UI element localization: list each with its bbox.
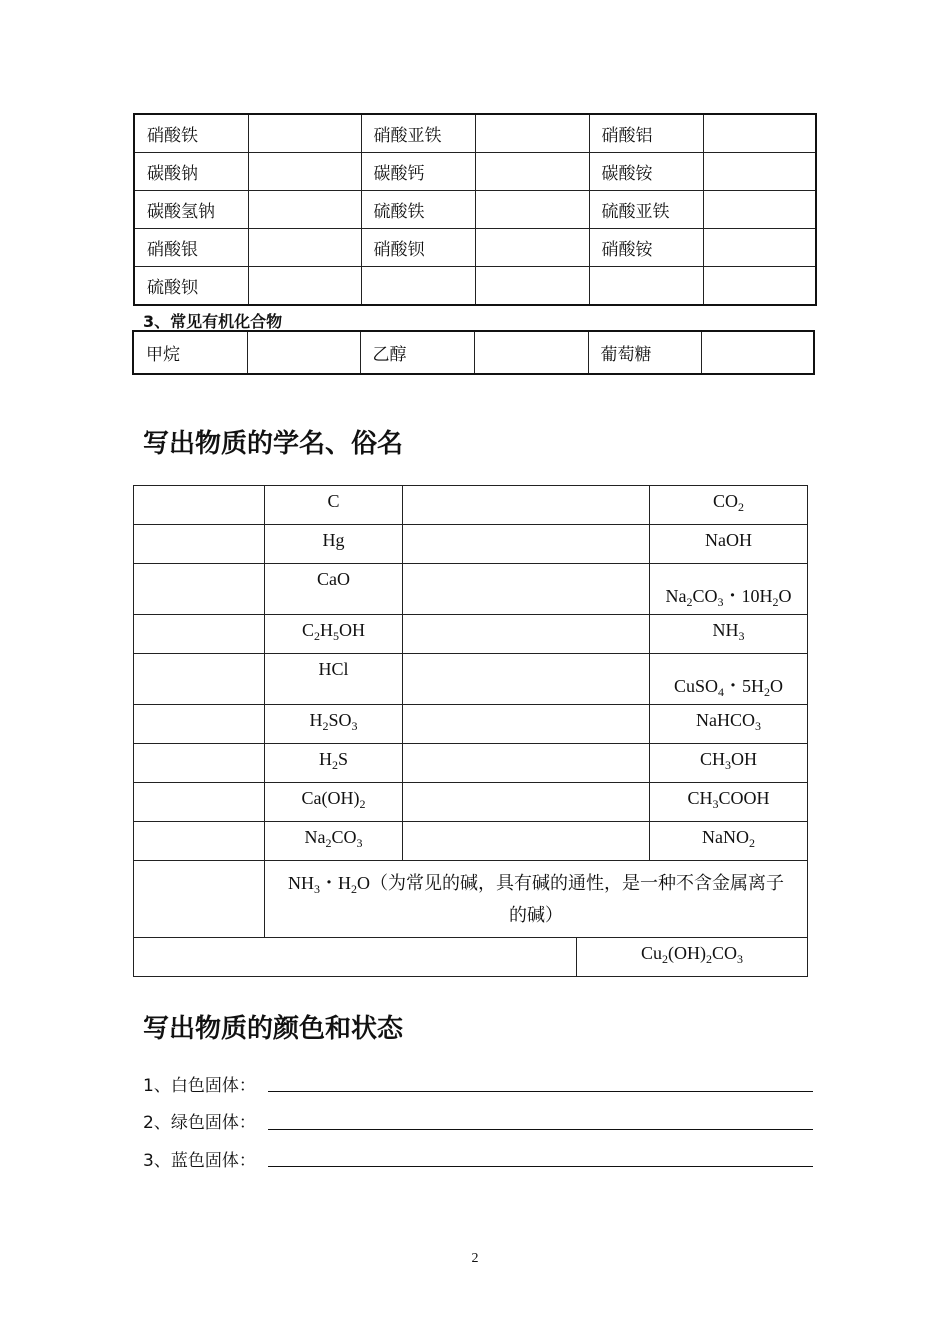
answer-cell[interactable] [134, 822, 265, 861]
formula-cell: NaOH [650, 525, 808, 564]
table-row [134, 861, 808, 938]
color-item-white: 1、白色固体： [143, 1076, 256, 1096]
answer-cell[interactable] [475, 191, 589, 229]
section-heading-colors: 写出物质的颜色和状态 [143, 1014, 404, 1044]
answer-line[interactable] [268, 1166, 813, 1167]
color-item-green: 2、绿色固体： [143, 1113, 256, 1133]
empty-cell [361, 267, 475, 306]
answer-cell[interactable] [134, 564, 265, 615]
table-row [134, 229, 816, 267]
answer-cell[interactable] [475, 267, 589, 306]
answer-cell[interactable] [403, 783, 650, 822]
formula-cell: Hg [265, 525, 403, 564]
table-row [134, 783, 808, 822]
substance-name: 硝酸银 [134, 229, 248, 267]
table-row [134, 654, 808, 705]
formula-text: $NH_3$・$H_2O$ [288, 873, 370, 896]
answer-cell[interactable] [701, 331, 814, 374]
table-row [134, 486, 808, 525]
answer-cell[interactable] [134, 861, 265, 938]
formula-cell: NaNO$_2$ [650, 822, 808, 861]
substance-name: 硫酸钡 [134, 267, 248, 306]
table-row [134, 938, 808, 977]
substance-name: 碳酸氢钠 [134, 191, 248, 229]
answer-cell[interactable] [248, 153, 361, 191]
table-row [134, 615, 808, 654]
table-row [134, 114, 816, 153]
answer-cell[interactable] [134, 744, 265, 783]
answer-cell[interactable] [403, 822, 650, 861]
page-number: 2 [471, 1251, 479, 1266]
answer-cell[interactable] [403, 615, 650, 654]
answer-cell[interactable] [248, 229, 361, 267]
answer-cell[interactable] [403, 744, 650, 783]
ammonia-water-cell [265, 861, 808, 938]
answer-cell[interactable] [403, 564, 650, 615]
answer-cell[interactable] [475, 114, 589, 153]
formula-cell: $CH_3COOH$ [650, 783, 808, 822]
substance-name: 硝酸铝 [589, 114, 703, 153]
answer-cell[interactable] [248, 114, 361, 153]
substance-name: 乙醇 [360, 331, 474, 374]
table-row [134, 705, 808, 744]
answer-cell[interactable] [703, 229, 816, 267]
table-row [134, 525, 808, 564]
answer-cell[interactable] [248, 191, 361, 229]
formula-cell: $Na_2CO_3$・$10H_2O$ [650, 564, 808, 615]
formula-cell: C [265, 486, 403, 525]
table-row [134, 744, 808, 783]
answer-cell[interactable] [403, 525, 650, 564]
formula-cell: $CO_2$ [650, 486, 808, 525]
formula-cell: HCl [265, 654, 403, 705]
answer-cell[interactable] [403, 486, 650, 525]
substance-name: 硝酸铵 [589, 229, 703, 267]
table-row [134, 822, 808, 861]
substance-name: 硫酸亚铁 [589, 191, 703, 229]
salt-table [133, 113, 817, 306]
substance-name: 硝酸钡 [361, 229, 475, 267]
substance-name: 碳酸铵 [589, 153, 703, 191]
answer-line[interactable] [268, 1129, 813, 1130]
organic-section-title: 3、常见有机化合物 [143, 312, 283, 331]
answer-cell[interactable] [474, 331, 588, 374]
answer-cell[interactable] [403, 654, 650, 705]
names-table [133, 485, 808, 977]
substance-name: 葡萄糖 [588, 331, 701, 374]
formula-cell: $Ca(OH)_2$ [265, 783, 403, 822]
substance-name: 硝酸铁 [134, 114, 248, 153]
substance-name: 碳酸钙 [361, 153, 475, 191]
answer-cell[interactable] [134, 705, 265, 744]
answer-cell[interactable] [403, 705, 650, 744]
formula-cell: $CH_3OH$ [650, 744, 808, 783]
substance-name: 甲烷 [133, 331, 247, 374]
table-row [134, 267, 816, 306]
ammonia-note: （为常见的碱，具有碱的通性，是一种不含金属离子的碱） [370, 873, 784, 925]
answer-cell[interactable] [475, 229, 589, 267]
formula-cell: CaO [265, 564, 403, 615]
answer-cell[interactable] [703, 114, 816, 153]
answer-cell[interactable] [248, 267, 361, 306]
answer-line[interactable] [268, 1091, 813, 1092]
formula-cell: $H_2S$ [265, 744, 403, 783]
substance-name: 碳酸钠 [134, 153, 248, 191]
formula-cell: $Na_2CO_3$ [265, 822, 403, 861]
formula-cell: $Cu_2(OH)_2CO_3$ [577, 938, 808, 977]
table-row [134, 564, 808, 615]
table-row [134, 191, 816, 229]
section-heading-names: 写出物质的学名、俗名 [143, 429, 404, 459]
formula-cell: $C_2H_5OH$ [265, 615, 403, 654]
formula-cell: $NH_3$ [650, 615, 808, 654]
formula-cell: CuSO$_4$・$5H_2O$ [650, 654, 808, 705]
color-item-blue: 3、蓝色固体： [143, 1151, 256, 1171]
organic-table [132, 330, 815, 375]
answer-cell[interactable] [134, 654, 265, 705]
answer-cell[interactable] [703, 267, 816, 306]
formula-cell: NaHCO$_3$ [650, 705, 808, 744]
table-row [133, 331, 814, 374]
answer-cell[interactable] [475, 153, 589, 191]
answer-cell[interactable] [134, 486, 265, 525]
answer-cell[interactable] [134, 525, 265, 564]
answer-cell[interactable] [134, 938, 577, 977]
answer-cell[interactable] [134, 783, 265, 822]
answer-cell[interactable] [247, 331, 360, 374]
empty-cell [589, 267, 703, 306]
answer-cell[interactable] [703, 153, 816, 191]
formula-cell: $H_2SO_3$ [265, 705, 403, 744]
substance-name: 硝酸亚铁 [361, 114, 475, 153]
answer-cell[interactable] [134, 615, 265, 654]
table-row [134, 153, 816, 191]
answer-cell[interactable] [703, 191, 816, 229]
substance-name: 硫酸铁 [361, 191, 475, 229]
